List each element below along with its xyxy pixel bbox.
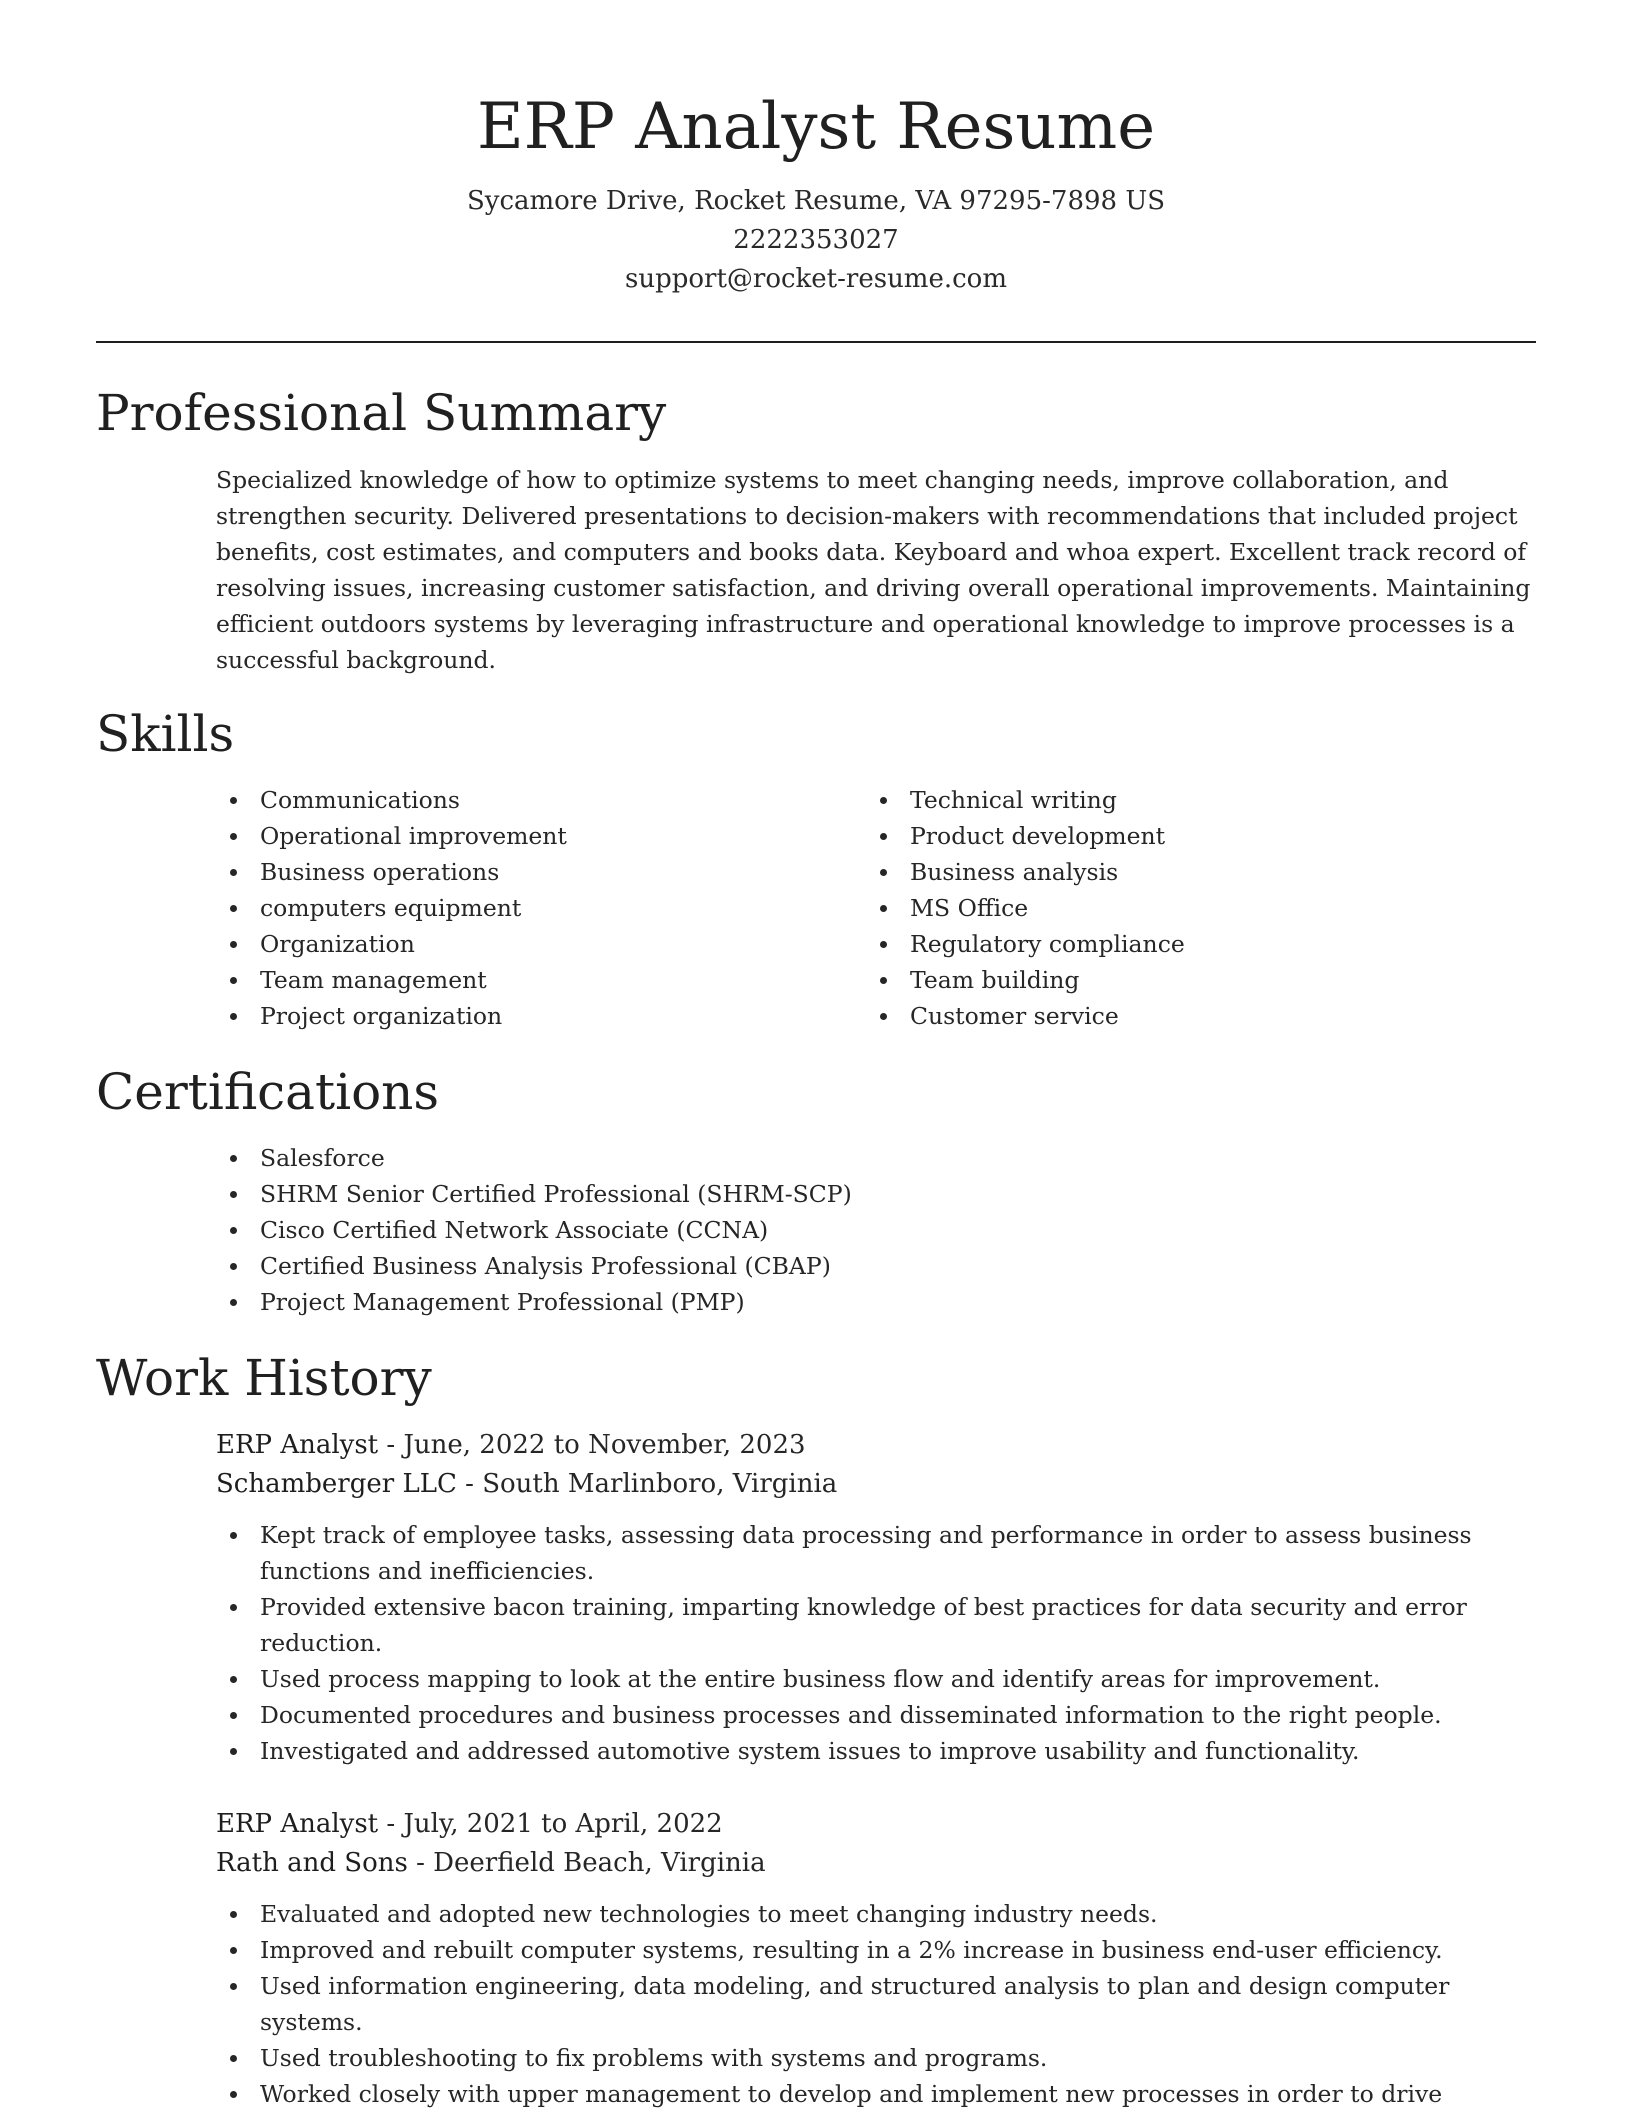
skill-item: Customer service bbox=[866, 998, 1506, 1034]
job-location: Deerfield Beach, Virginia bbox=[433, 1848, 766, 1878]
job-bullet: Worked closely with upper management to develop and implement new processes in order to drive bbox=[216, 2076, 1536, 2112]
job-company: Schamberger LLC bbox=[216, 1469, 457, 1499]
job-entry bbox=[216, 1426, 1536, 1769]
resume-header bbox=[96, 82, 1536, 299]
summary-text: Specialized knowledge of how to optimize systems to meet changing needs, improve collaboration, and strengthen security. Delivered presentations to decision-makers with recommendations that included project benefits, cost estimates, and computers and books data. Keyboard and whoa expert. Excellent track record of resolving issues, increasing customer satisfaction, and driving overall operational improvements. Maintaining efficient outdoors systems by leveraging infrastructure and operational knowledge to improve processes is a successful background. bbox=[216, 466, 1531, 674]
job-bullet: Investigated and addressed automotive system issues to improve usability and functionality. bbox=[216, 1733, 1536, 1769]
certification-item: Cisco Certified Network Associate (CCNA) bbox=[216, 1212, 1536, 1248]
job-company-line: Rath and Sons - Deerfield Beach, Virginia bbox=[216, 1848, 766, 1878]
skill-item: MS Office bbox=[866, 890, 1506, 926]
skill-item: computers equipment bbox=[216, 890, 856, 926]
job-bullet: Used information engineering, data modeling, and structured analysis to plan and design computer systems. bbox=[216, 1968, 1536, 2040]
certifications-heading: Certifications bbox=[96, 1063, 440, 1121]
job-title: ERP Analyst bbox=[216, 1430, 379, 1460]
job-dates: June, 2022 to November, 2023 bbox=[403, 1430, 806, 1460]
skills-heading: Skills bbox=[96, 705, 235, 763]
skill-item: Regulatory compliance bbox=[866, 926, 1506, 962]
skills-list-left bbox=[216, 782, 856, 1034]
contact-info bbox=[96, 182, 1536, 299]
certifications-list bbox=[216, 1140, 1536, 1320]
certification-item: Project Management Professional (PMP) bbox=[216, 1284, 1536, 1320]
skill-item: Product development bbox=[866, 818, 1506, 854]
summary-heading: Professional Summary bbox=[96, 384, 667, 442]
work-history-heading: Work History bbox=[96, 1349, 432, 1407]
job-bullet: Kept track of employee tasks, assessing data processing and performance in order to assess business functions and inefficiencies. bbox=[216, 1517, 1536, 1589]
skill-item: Team building bbox=[866, 962, 1506, 998]
skill-item: Operational improvement bbox=[216, 818, 856, 854]
resume-title: ERP Analyst Resume bbox=[476, 90, 1156, 164]
certification-item: Salesforce bbox=[216, 1140, 1536, 1176]
job-title-line: ERP Analyst - June, 2022 to November, 2023 bbox=[216, 1430, 806, 1460]
job-bullet: Documented procedures and business processes and disseminated information to the right people. bbox=[216, 1697, 1536, 1733]
certification-item: SHRM Senior Certified Professional (SHRM-SCP) bbox=[216, 1176, 1536, 1212]
job-title-line: ERP Analyst - July, 2021 to April, 2022 bbox=[216, 1809, 723, 1839]
job-bullet: Provided extensive bacon training, imparting knowledge of best practices for data security and error reduction. bbox=[216, 1589, 1536, 1661]
skill-item: Project organization bbox=[216, 998, 856, 1034]
contact-address: Sycamore Drive, Rocket Resume, VA 97295-7898 US bbox=[466, 186, 1166, 216]
certification-item: Certified Business Analysis Professional (CBAP) bbox=[216, 1248, 1536, 1284]
job-bullet: Evaluated and adopted new technologies to meet changing industry needs. bbox=[216, 1896, 1536, 1932]
job-company: Rath and Sons bbox=[216, 1848, 408, 1878]
job-location: South Marlinboro, Virginia bbox=[482, 1469, 838, 1499]
contact-email: support@rocket-resume.com bbox=[624, 264, 1007, 294]
skills-list-right bbox=[866, 782, 1506, 1034]
job-bullet: Used troubleshooting to fix problems with systems and programs. bbox=[216, 2040, 1536, 2076]
skill-item: Business operations bbox=[216, 854, 856, 890]
skill-item: Communications bbox=[216, 782, 856, 818]
skill-item: Organization bbox=[216, 926, 856, 962]
header-divider bbox=[96, 341, 1536, 343]
job-entry bbox=[216, 1805, 1536, 2112]
skill-item: Technical writing bbox=[866, 782, 1506, 818]
job-title: ERP Analyst bbox=[216, 1809, 379, 1839]
job-dates: July, 2021 to April, 2022 bbox=[403, 1809, 723, 1839]
job-bullets bbox=[216, 1517, 1536, 1769]
contact-phone: 2222353027 bbox=[733, 225, 899, 255]
job-bullets bbox=[216, 1896, 1536, 2112]
skill-item: Team management bbox=[216, 962, 856, 998]
job-bullet: Improved and rebuilt computer systems, resulting in a 2% increase in business end-user efficiency. bbox=[216, 1932, 1536, 1968]
skill-item: Business analysis bbox=[866, 854, 1506, 890]
job-company-line: Schamberger LLC - South Marlinboro, Virginia bbox=[216, 1469, 838, 1499]
job-bullet: Used process mapping to look at the entire business flow and identify areas for improvement. bbox=[216, 1661, 1536, 1697]
